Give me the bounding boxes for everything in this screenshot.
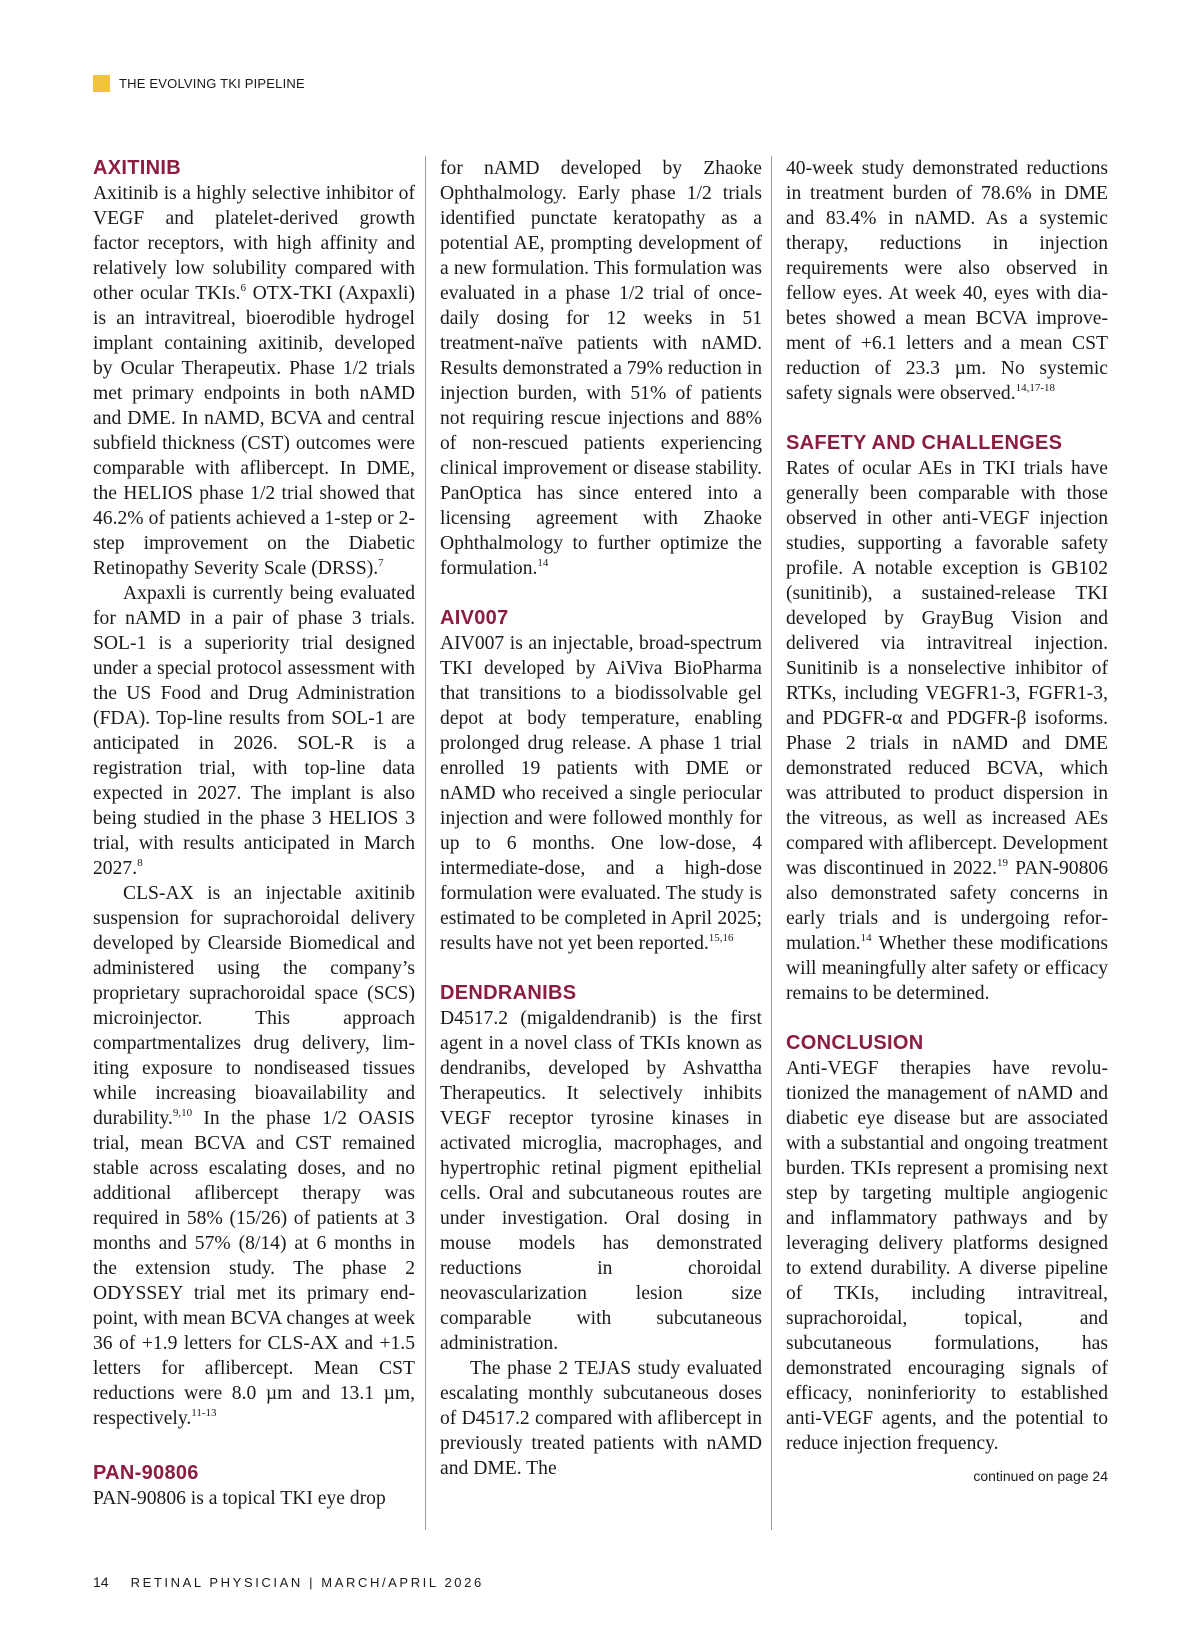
reference: 14 (860, 932, 872, 944)
text: In the phase 1/2 OASIS trial, mean BCVA and CST remained stable across escalating doses, and no additional aflibercept therapy was required in 58% (15/26) of patients at 3 months and 57% (8/14) at 6 months in the extension study. The phase 2 ODYSSEY trial met its primary endpoint, with mean BCVA changes at week 36 of +1.9 letters for CLS-AX and +1.5 letters for aflibercept. Mean CST reductions were 8.0 µm and 13.1 µm, respectively. (93, 1108, 415, 1429)
text: PAN-90806 also demonstrated safety concerns in early trials and is undergoing reformulation. (786, 858, 1108, 954)
reference: 11-13 (191, 1407, 217, 1419)
reference: 7 (378, 557, 384, 569)
heading-axitinib: AXITINIB (93, 157, 181, 179)
text: 40-week study demonstrated reductions in treatment burden of 78.6% in DME and 83.4% in nAMD. As a systemic therapy, reductions in injection requirements were also observed in fellow eyes. At week 40, eyes with diabetes showed a mean BCVA improvement of +6.1 letters and a mean CST reduction of 23.3 µm. No systemic safety signals were observed. (786, 158, 1108, 404)
section-title: THE EVOLVING TKI PIPELINE (119, 76, 305, 91)
column-1 (93, 156, 415, 1511)
column-divider-1 (425, 156, 426, 1530)
heading-aiv007: AIV007 (440, 607, 509, 629)
paragraph: D4517.2 (migaldendranib) is the first agent in a novel class of TKIs known as dendranibs, developed by Ashvattha Therapeutics. It selectively inhibits VEGF receptor tyrosine kinases in activated microglia, macrophages, and hypertrophic retinal pigment epithelial cells. Oral and subcutaneous routes are under investigation. Oral dosing in mouse models has demonstrated reductions in choroidal neovascularization lesion size comparable with subcutaneous administration. (440, 1008, 762, 1354)
paragraph (93, 581, 415, 881)
column-divider-2 (771, 156, 772, 1530)
paragraph (93, 181, 415, 581)
heading-pan-90806: PAN-90806 (93, 1462, 199, 1484)
text: Rates of ocular AEs in TKI trials have generally been comparable with those observed in other anti-VEGF injection studies, supporting a favorable safety profile. A notable exception is GB102 (sunitinib), a sustained-release TKI developed by GrayBug Vision and delivered via intravitreal injection. Sunitinib is a nonselective inhibitor of RTKs, including VEGFR1-3, FGFR1-3, and PDGFR-α and PDGFR-β isoforms. Phase 2 trials in nAMD and DME demonstrated reduced BCVA, which was attributed to product dispersion in the vitreous, as well as increased AEs compared with aflibercept. Development was discontinued in 2022. (786, 458, 1108, 879)
column-3 (786, 156, 1108, 1489)
continued-note: continued on page 24 (973, 1468, 1108, 1484)
section-color-marker (93, 75, 110, 92)
reference: 19 (997, 857, 1009, 869)
text: Axpaxli is currently being evaluated for nAMD in a pair of phase 3 trials. SOL-1 is a superiority trial designed under a special protocol assessment with the US Food and Drug Administration (FDA). Top-line results from SOL-1 are anticipated in 2026. SOL-R is a registration trial, with top-line data expected in 2027. The implant is also being studied in the phase 3 HELIOS 3 trial, with results anticipated in March 2027. (93, 583, 415, 879)
paragraph (786, 156, 1108, 406)
heading-safety-and-challenges: SAFETY AND CHALLENGES (786, 432, 1063, 454)
reference: 8 (137, 857, 143, 869)
text: Axitinib is a highly selective inhibitor of VEGF and platelet-derived growth factor receptors, with high affinity and relatively low solubility compared with other ocular TKIs. (93, 183, 415, 304)
text: AIV007 is an injectable, broad-spectrum TKI developed by AiViva BioPharma that transitions to a biodissolvable gel depot at body temperature, enabling prolonged drug release. A phase 1 trial enrolled 19 patients with DME or nAMD who received a single periocular injection and were followed monthly for up to 6 months. One low-dose, 4 intermediate-dose, and a high-dose formulation were evaluated. The study is estimated to be completed in April 2025; results have not yet been reported. (440, 633, 762, 954)
heading-dendranibs: DENDRANIBS (440, 982, 577, 1004)
text: for nAMD developed by Zhaoke Ophthalmology. Early phase 1/2 trials identified punctate keratopathy as a potential AE, prompting development of a new formulation. This formulation was evaluated in a phase 1/2 trial of once-daily dosing for 12 weeks in 51 treatment-naïve patients with nAMD. Results demonstrated a 79% reduction in injection burden, with 51% of patients not requiring rescue injections and 88% of non-rescued patients experiencing clinical improvement or disease stability. PanOptica has since entered into a licensing agreement with Zhaoke Ophthalmology to further optimize the formulation. (440, 158, 762, 579)
column-2 (440, 156, 762, 1481)
paragraph (93, 881, 415, 1431)
text: Whether these modifications will meaningfully alter safety or efficacy remains to be determined. (786, 933, 1108, 1004)
publication-line: RETINAL PHYSICIAN | MARCH/APRIL 2026 (130, 1574, 484, 1590)
paragraph (440, 631, 762, 956)
reference: 15,16 (708, 932, 734, 944)
reference: 9,10 (172, 1107, 193, 1119)
page-number: 14 (93, 1574, 109, 1590)
paragraph: PAN-90806 is a topical TKI eye drop (93, 1488, 386, 1509)
text: OTX-TKI (Axpaxli) is an intravitreal, bioerodible hydrogel implant containing axitinib, developed by Ocular Therapeutix. Phase 1/2 trials met primary endpoints in both nAMD and DME. In nAMD, BCVA and central subfield thickness (CST) outcomes were comparable with aflibercept. In DME, the HELIOS phase 1/2 trial showed that 46.2% of patients achieved a 1-step or 2-step improvement on the Diabetic Retinopathy Severity Scale (DRSS). (93, 283, 415, 579)
paragraph (440, 156, 762, 581)
section-header (93, 75, 305, 92)
paragraph: The phase 2 TEJAS study evaluated escalating monthly subcutaneous doses of D4517.2 compared with aflibercept in previously treated patients with nAMD and DME. The (440, 1358, 762, 1479)
text: CLS-AX is an injectable axitinib suspension for suprachoroidal delivery developed by Clearside Biomedical and administered using the company’s proprietary suprachoroidal space (SCS) microinjector. This approach compartmentalizes drug delivery, limiting exposure to nondiseased tissues while increasing bioavailability and durability. (93, 883, 415, 1129)
paragraph (786, 456, 1108, 1006)
reference: 14,17-18 (1015, 382, 1056, 394)
reference: 6 (240, 282, 246, 294)
page-footer (93, 1574, 484, 1590)
reference: 14 (537, 557, 549, 569)
paragraph: Anti-VEGF therapies have revolutionized the management of nAMD and diabetic eye disease but are associated with a substantial and ongoing treatment burden. TKIs represent a promising next step by targeting multiple angiogenic and inflammatory pathways and by leveraging delivery platforms designed to extend durability. A diverse pipeline of TKIs, including intravitreal, suprachoroidal, topical, and subcutaneous formulations, has demonstrated encouraging signals of efficacy, noninferiority to established anti-VEGF agents, and the potential to reduce injection frequency. (786, 1058, 1108, 1454)
heading-conclusion: CONCLUSION (786, 1032, 924, 1054)
